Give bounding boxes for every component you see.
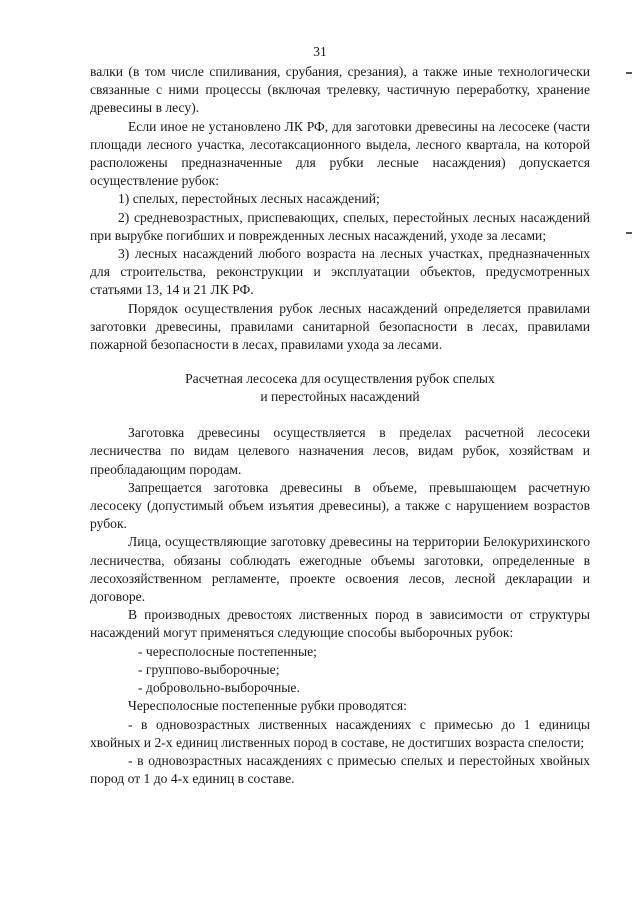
margin-mark bbox=[626, 72, 632, 74]
method-item-3: - добровольно-выборочные. bbox=[138, 680, 300, 696]
paragraph-cheres: Чересполосные постепенные рубки проводятся: bbox=[128, 698, 407, 714]
paragraph-lesoseka: Если иное не установлено ЛК РФ, для заготовки древесины на лесосеке (части площади лесного участка, лесотаксационного выдела, лесного квартала, на которой расположены предназначенные для рубки лесные насаждения) допускается осуществление рубок: bbox=[90, 118, 590, 189]
section-heading-line-2: и перестойных насаждений bbox=[260, 389, 420, 405]
section-heading-line-1: Расчетная лесосека для осуществления рубок спелых bbox=[185, 371, 495, 387]
paragraph-litsa: Лица, осуществляющие заготовку древесины на территории Белокурихинского лесничества, обязаны соблюдать ежегодные объемы заготовки, определенные в лесохозяйственном регламенте, проекте освоения лесов, лесной декларации и договоре. bbox=[90, 534, 590, 605]
list-item-1: 1) спелых, перестойных лесных насаждений; bbox=[118, 191, 380, 207]
paragraph-zapreshaetsya: Запрещается заготовка древесины в объеме, превышающем расчетную лесосеку (допустимый объем изъятия древесины), а также с нарушением возрастов рубок. bbox=[90, 479, 590, 532]
case-item-1: - в одновозрастных лиственных насаждениях с примесью до 1 единицы хвойных и 2-х единиц лиственных пород в составе, не достигших возраста спелости; bbox=[90, 716, 590, 750]
method-item-1: - чересполосные постепенные; bbox=[138, 643, 317, 659]
document-body bbox=[90, 63, 590, 788]
paragraph-poryadok: Порядок осуществления рубок лесных насаждений определяется правилами заготовки древесины, правилами санитарной безопасности в лесах, правилами пожарной безопасности в лесах, правилами ухода за лесами. bbox=[90, 300, 590, 353]
list-item-2: 2) средневозрастных, приспевающих, спелых, перестойных лесных насаждений при вырубке погибших и поврежденных лесных насаждений, уходе за лесами; bbox=[90, 209, 590, 243]
list-item-3: 3) лесных насаждений любого возраста на лесных участках, предназначенных для строительства, реконструкции и эксплуатации объектов, предусмотренных статьями 13, 14 и 21 ЛК РФ. bbox=[90, 246, 590, 298]
page-number: 31 bbox=[313, 44, 327, 59]
paragraph-proizvodnyh: В производных древостоях лиственных пород в зависимости от структуры насаждений могут применяться следующие способы выборочных рубок: bbox=[90, 607, 590, 641]
method-item-2: - группово-выборочные; bbox=[138, 661, 280, 677]
section-heading bbox=[90, 370, 590, 406]
paragraph-zagotovka: Заготовка древесины осуществляется в пределах расчетной лесосеки лесничества по видам целевого назначения лесов, видам рубок, хозяйствам и преобладающим породам. bbox=[90, 425, 590, 477]
case-item-2: - в одновозрастных насаждениях с примесью спелых и перестойных хвойных пород от 1 до 4-х единиц в составе. bbox=[90, 752, 590, 787]
paragraph-continuation: валки (в том числе спиливания, срубания, срезания), а также иные технологически связанные с ними процессы (включая трелевку, частичную переработку, хранение древесины в лесу). bbox=[90, 64, 590, 116]
margin-mark bbox=[626, 232, 632, 234]
